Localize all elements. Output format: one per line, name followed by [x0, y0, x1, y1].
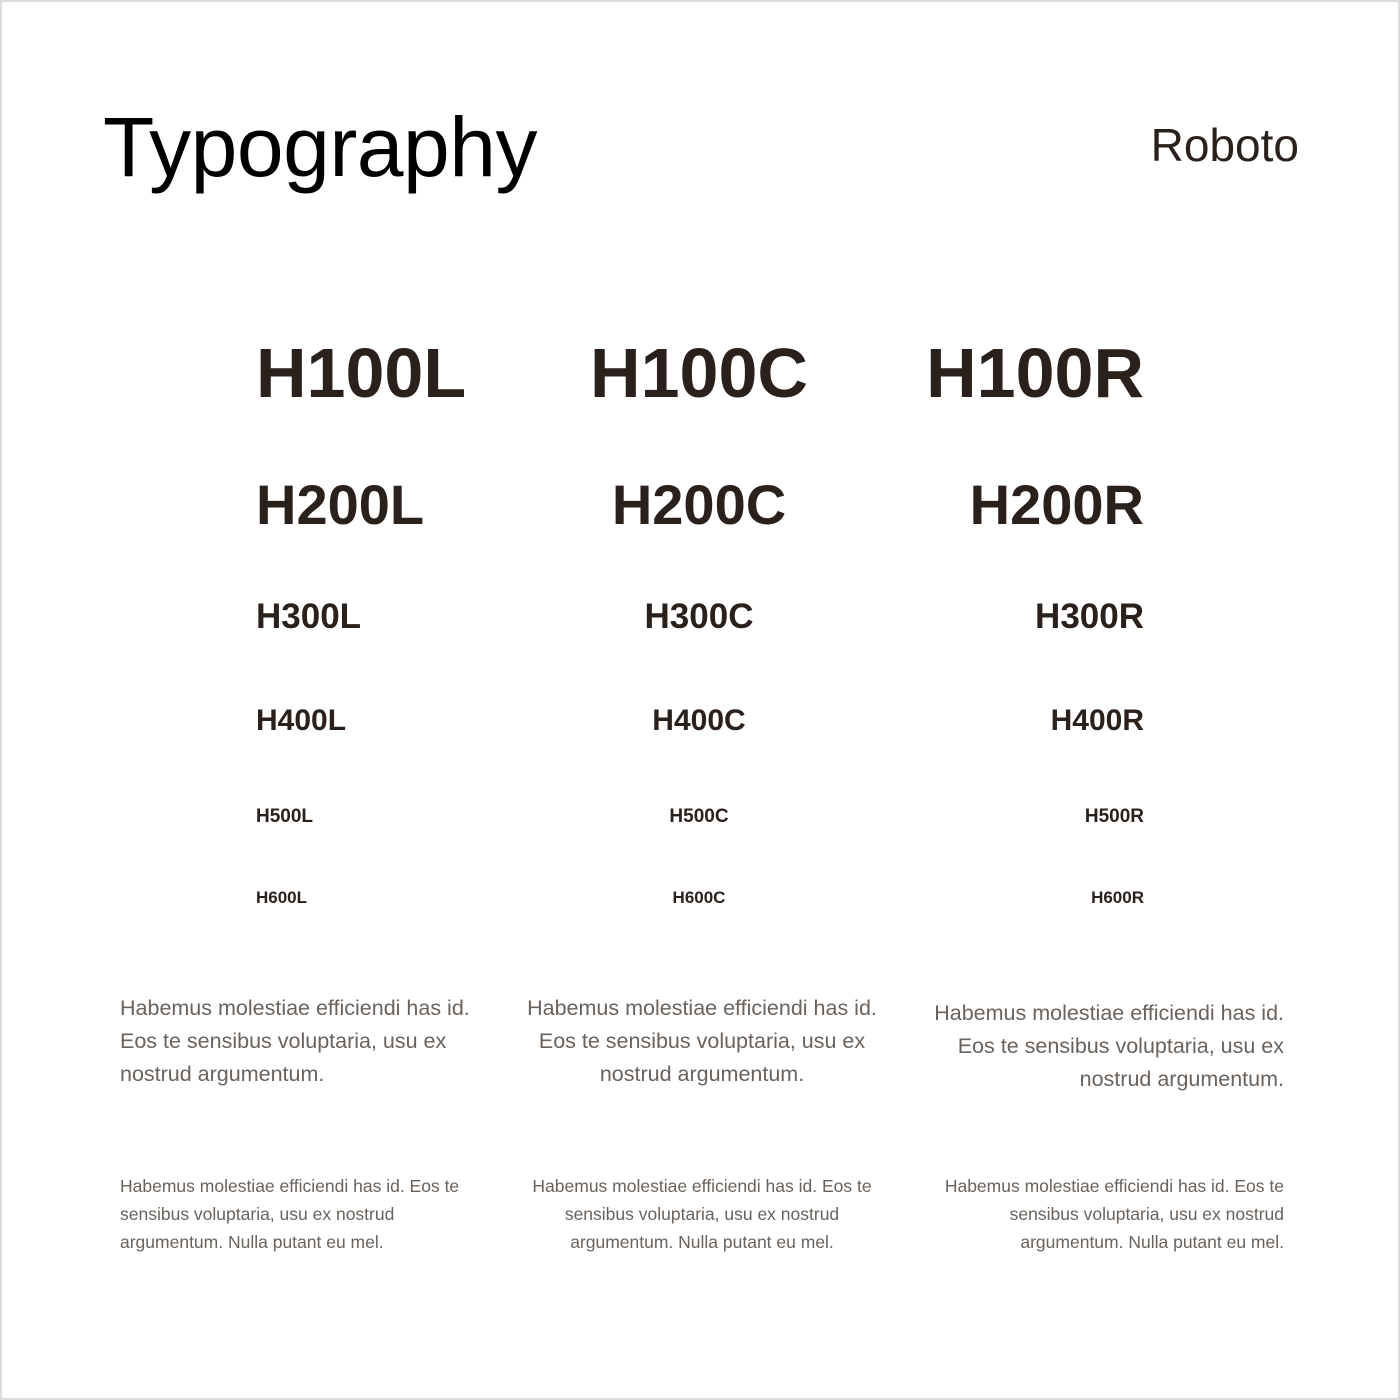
body-large-center: Habemus molestiae efficiendi has id. Eos te sensibus voluptaria, usu ex nostrud argumentum.: [527, 996, 877, 1086]
font-name-label: Roboto: [1150, 119, 1299, 171]
heading-h500-left: H500L: [256, 806, 314, 827]
page-title: Typography: [103, 100, 537, 194]
body-large-left: Habemus molestiae efficiendi has id. Eos te sensibus voluptaria, usu ex nostrud argumentum.: [120, 996, 470, 1086]
heading-h100-left: H100L: [256, 334, 467, 412]
body-small-left: Habemus molestiae efficiendi has id. Eos te sensibus voluptaria, usu ex nostrud argumentum. Nulla putant eu mel.: [120, 1176, 460, 1252]
heading-h200-left: H200L: [256, 473, 425, 536]
body-small-center: Habemus molestiae efficiendi has id. Eos te sensibus voluptaria, usu ex nostrud argumentum. Nulla putant eu mel.: [532, 1176, 872, 1252]
heading-h300-right: H300R: [1035, 597, 1144, 636]
body-small-right: Habemus molestiae efficiendi has id. Eos te sensibus voluptaria, usu ex nostrud argumentum. Nulla putant eu mel.: [944, 1176, 1284, 1252]
heading-h600-center: H600C: [672, 888, 726, 907]
body-large-right: Habemus molestiae efficiendi has id. Eos te sensibus voluptaria, usu ex nostrud argumentum.: [934, 1001, 1284, 1091]
heading-h400-left: H400L: [256, 704, 347, 737]
heading-h500-right: H500R: [1084, 806, 1144, 827]
heading-h200-center: H200C: [611, 473, 787, 536]
heading-h400-center: H400C: [652, 704, 746, 737]
heading-h200-right: H200R: [969, 473, 1144, 536]
heading-h400-right: H400R: [1050, 704, 1144, 737]
heading-h600-left: H600L: [256, 888, 308, 907]
heading-h500-center: H500C: [669, 806, 729, 827]
heading-h600-right: H600R: [1091, 888, 1144, 907]
heading-h300-left: H300L: [256, 597, 362, 636]
heading-h100-center: H100C: [590, 334, 808, 412]
heading-h100-right: H100R: [926, 334, 1144, 412]
heading-h300-center: H300C: [644, 597, 754, 636]
